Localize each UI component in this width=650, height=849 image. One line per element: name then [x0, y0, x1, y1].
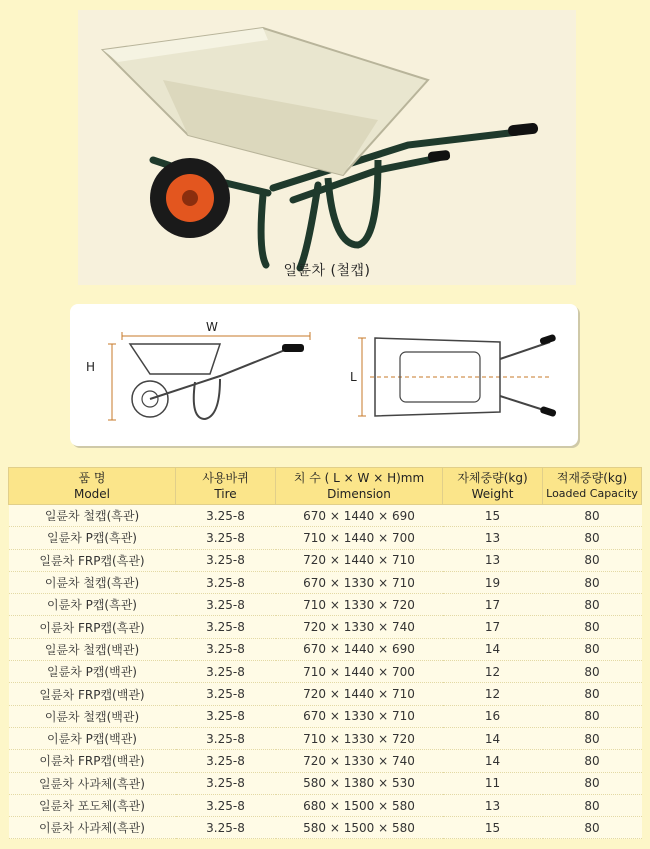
cell-capacity: 80 — [543, 683, 642, 705]
cell-dimension: 720 × 1440 × 710 — [276, 683, 443, 705]
cell-model: 이륜차 P캡(백관) — [9, 727, 176, 749]
table-row — [9, 661, 642, 683]
cell-tire: 3.25-8 — [176, 505, 276, 527]
cell-tire: 3.25-8 — [176, 594, 276, 616]
dimension-h-label: H — [86, 360, 96, 374]
cell-capacity: 80 — [543, 794, 642, 816]
cell-dimension: 680 × 1500 × 580 — [276, 794, 443, 816]
cell-weight: 13 — [443, 794, 543, 816]
cell-capacity: 80 — [543, 549, 642, 571]
cell-weight: 12 — [443, 661, 543, 683]
cell-dimension: 710 × 1330 × 720 — [276, 727, 443, 749]
cell-weight: 14 — [443, 638, 543, 660]
cell-dimension: 670 × 1330 × 710 — [276, 705, 443, 727]
cell-model: 일륜차 철캡(흑관) — [9, 505, 176, 527]
cell-tire: 3.25-8 — [176, 750, 276, 772]
cell-tire: 3.25-8 — [176, 571, 276, 593]
header-capacity: 적재중량(kg) Loaded Capacity — [543, 468, 642, 505]
cell-weight: 14 — [443, 727, 543, 749]
dimension-diagram — [70, 304, 578, 446]
table-row — [9, 683, 642, 705]
cell-dimension: 710 × 1440 × 700 — [276, 661, 443, 683]
cell-weight: 17 — [443, 616, 543, 638]
cell-weight: 13 — [443, 549, 543, 571]
header-weight: 자체중량(kg) Weight — [443, 468, 543, 505]
cell-capacity: 80 — [543, 705, 642, 727]
cell-tire: 3.25-8 — [176, 527, 276, 549]
cell-tire: 3.25-8 — [176, 727, 276, 749]
cell-tire: 3.25-8 — [176, 616, 276, 638]
cell-weight: 17 — [443, 594, 543, 616]
cell-weight: 14 — [443, 750, 543, 772]
wheelbarrow-illustration — [78, 10, 576, 285]
table-header-row — [9, 468, 642, 505]
cell-capacity: 80 — [543, 638, 642, 660]
cell-tire: 3.25-8 — [176, 705, 276, 727]
cell-tire: 3.25-8 — [176, 772, 276, 794]
table-row — [9, 616, 642, 638]
cell-model: 일륜차 포도체(흑관) — [9, 794, 176, 816]
cell-tire: 3.25-8 — [176, 549, 276, 571]
cell-dimension: 670 × 1330 × 710 — [276, 571, 443, 593]
cell-tire: 3.25-8 — [176, 817, 276, 839]
cell-model: 일륜차 FRP캡(흑관) — [9, 549, 176, 571]
table-row — [9, 750, 642, 772]
spec-table-body — [9, 505, 642, 839]
cell-model: 이륜차 FRP캡(백관) — [9, 750, 176, 772]
cell-weight: 15 — [443, 817, 543, 839]
cell-model: 일륜차 철캡(백관) — [9, 638, 176, 660]
cell-weight: 11 — [443, 772, 543, 794]
cell-capacity: 80 — [543, 571, 642, 593]
cell-model: 이륜차 철캡(흑관) — [9, 571, 176, 593]
cell-tire: 3.25-8 — [176, 794, 276, 816]
table-row — [9, 549, 642, 571]
header-model: 품 명 Model — [9, 468, 176, 505]
dimension-drawing — [70, 304, 578, 446]
cell-capacity: 80 — [543, 616, 642, 638]
cell-capacity: 80 — [543, 772, 642, 794]
header-tire: 사용바퀴 Tire — [176, 468, 276, 505]
cell-tire: 3.25-8 — [176, 638, 276, 660]
cell-capacity: 80 — [543, 817, 642, 839]
cell-dimension: 670 × 1440 × 690 — [276, 638, 443, 660]
cell-dimension: 720 × 1330 × 740 — [276, 750, 443, 772]
table-row — [9, 817, 642, 839]
cell-model: 일륜차 사과체(흑관) — [9, 772, 176, 794]
table-row — [9, 527, 642, 549]
dimension-l-label: L — [350, 370, 357, 384]
cell-dimension: 710 × 1330 × 720 — [276, 594, 443, 616]
table-row — [9, 638, 642, 660]
cell-capacity: 80 — [543, 527, 642, 549]
cell-weight: 12 — [443, 683, 543, 705]
cell-dimension: 580 × 1380 × 530 — [276, 772, 443, 794]
cell-weight: 13 — [443, 527, 543, 549]
cell-capacity: 80 — [543, 661, 642, 683]
photo-caption: 일륜차 (철캡) — [283, 263, 371, 279]
dimension-w-label: W — [206, 320, 218, 334]
cell-capacity: 80 — [543, 750, 642, 772]
cell-dimension: 670 × 1440 × 690 — [276, 505, 443, 527]
table-row — [9, 794, 642, 816]
cell-dimension: 720 × 1330 × 740 — [276, 616, 443, 638]
cell-weight: 16 — [443, 705, 543, 727]
spec-table — [8, 467, 642, 839]
cell-tire: 3.25-8 — [176, 661, 276, 683]
cell-model: 이륜차 사과체(흑관) — [9, 817, 176, 839]
table-row — [9, 705, 642, 727]
cell-model: 이륜차 P캡(흑관) — [9, 594, 176, 616]
product-photo — [78, 10, 576, 285]
cell-model: 일륜차 P캡(흑관) — [9, 527, 176, 549]
cell-model: 일륜차 FRP캡(백관) — [9, 683, 176, 705]
cell-capacity: 80 — [543, 505, 642, 527]
table-row — [9, 505, 642, 527]
cell-tire: 3.25-8 — [176, 683, 276, 705]
table-row — [9, 772, 642, 794]
table-row — [9, 571, 642, 593]
header-dimension: 치 수 ( L × W × H)mm Dimension — [276, 468, 443, 505]
cell-model: 일륜차 P캡(백관) — [9, 661, 176, 683]
cell-weight: 15 — [443, 505, 543, 527]
cell-dimension: 580 × 1500 × 580 — [276, 817, 443, 839]
cell-model: 이륜차 FRP캡(흑관) — [9, 616, 176, 638]
cell-capacity: 80 — [543, 594, 642, 616]
table-row — [9, 594, 642, 616]
cell-dimension: 710 × 1440 × 700 — [276, 527, 443, 549]
cell-weight: 19 — [443, 571, 543, 593]
table-row — [9, 727, 642, 749]
cell-model: 이륜차 철캡(백관) — [9, 705, 176, 727]
cell-capacity: 80 — [543, 727, 642, 749]
cell-dimension: 720 × 1440 × 710 — [276, 549, 443, 571]
